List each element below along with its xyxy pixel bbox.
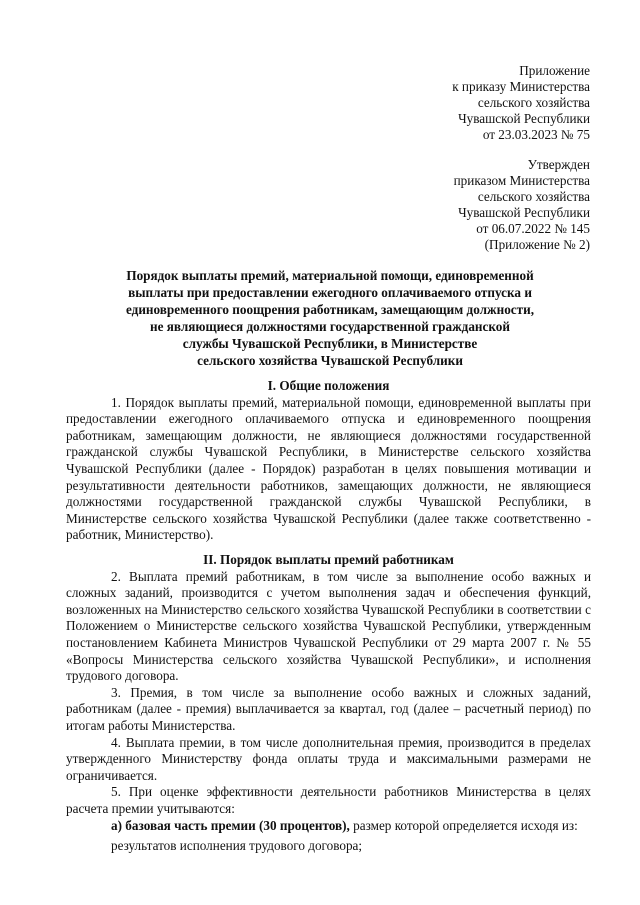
paragraph-1: 1. Порядок выплаты премий, материальной помощи, единовременной выплаты при предоставлении ежегодного оплачиваемого отпуска и единовременного поощрения работникам, замещающим должности, не являющиеся должностями государственной гражданской службы Чувашской Республики, в Министерстве сельского хозяйства Чувашской Республики (далее - Порядок) разработан в целях повышения мотивации и результативности деятельности работников, замещающих должности, не являющиеся должностями государственной гражданской службы Чувашской Республики, в Министерстве сельского хозяйства Чувашской Республики (далее также соответственно - работник, Министерство). [66, 394, 591, 543]
paragraph-3: 3. Премия, в том числе за выполнение особо важных и сложных заданий, работникам (далее - премия) выплачивается за квартал, год (далее – расчетный период) по итогам работы Министерства. [66, 684, 591, 733]
appendix-line: от 23.03.2023 № 75 [482, 127, 590, 142]
section-heading: II. Порядок выплаты премий работникам [203, 552, 454, 567]
approval-line: сельского хозяйства [477, 189, 590, 204]
approval-line: Утвержден [527, 157, 590, 172]
document-title [60, 267, 600, 369]
appendix-line: сельского хозяйства [477, 95, 590, 110]
paragraph-2: 2. Выплата премий работникам, в том числе за выполнение особо важных и сложных заданий, производится с учетом выполнения задач и обеспечения функций, возложенных на Министерство сельского хозяйства Чувашской Республики в соответствии с Положением о Министерстве сельского хозяйства Чувашской Республики, утвержденным постановлением Кабинета Министров Чувашской Республики от 29 марта 2007 г. № 55 «Вопросы Министерства сельского хозяйства Чувашской Республики», и исполнения трудового договора. [66, 568, 591, 684]
approval-line: приказом Министерства [453, 173, 590, 188]
appendix-line: к приказу Министерства [452, 79, 590, 94]
paragraph-5: 5. При оценке эффективности деятельности работников Министерства в целях расчета премии учитываются: [66, 784, 591, 816]
section-bonus-procedure [66, 552, 591, 855]
title-line: единовременного поощрения работникам, замещающим должности, [125, 302, 535, 317]
section-heading: I. Общие положения [267, 378, 390, 393]
paragraph-6 [66, 818, 591, 835]
approval-stamp [454, 157, 590, 253]
appendix-stamp [452, 63, 590, 143]
base-bonus-text: размер которой определяется исходя из: [349, 817, 578, 833]
title-line: выплаты при предоставлении ежегодного оплачиваемого отпуска и [128, 285, 532, 300]
paragraph-7: результатов исполнения трудового договора; [111, 838, 363, 854]
appendix-line: Приложение [519, 63, 590, 78]
base-bonus-label: а) базовая часть премии (30 процентов), [111, 817, 350, 833]
section-general [66, 378, 591, 544]
approval-line: (Приложение № 2) [484, 237, 590, 252]
title-line: не являющиеся должностями государственной гражданской [150, 319, 510, 334]
approval-line: Чувашской Республики [458, 205, 590, 220]
appendix-line: Чувашской Республики [458, 111, 590, 126]
title-line: службы Чувашской Республики, в Министерстве [182, 336, 478, 351]
title-line: сельского хозяйства Чувашской Республики [197, 353, 463, 368]
approval-line: от 06.07.2022 № 145 [476, 221, 590, 236]
title-line: Порядок выплаты премий, материальной помощи, единовременной [126, 268, 534, 283]
paragraph-4: 4. Выплата премии, в том числе дополнительная премия, производится в пределах утвержденного Министерству фонда оплаты труда и максимальными размерами не ограничивается. [66, 734, 591, 783]
